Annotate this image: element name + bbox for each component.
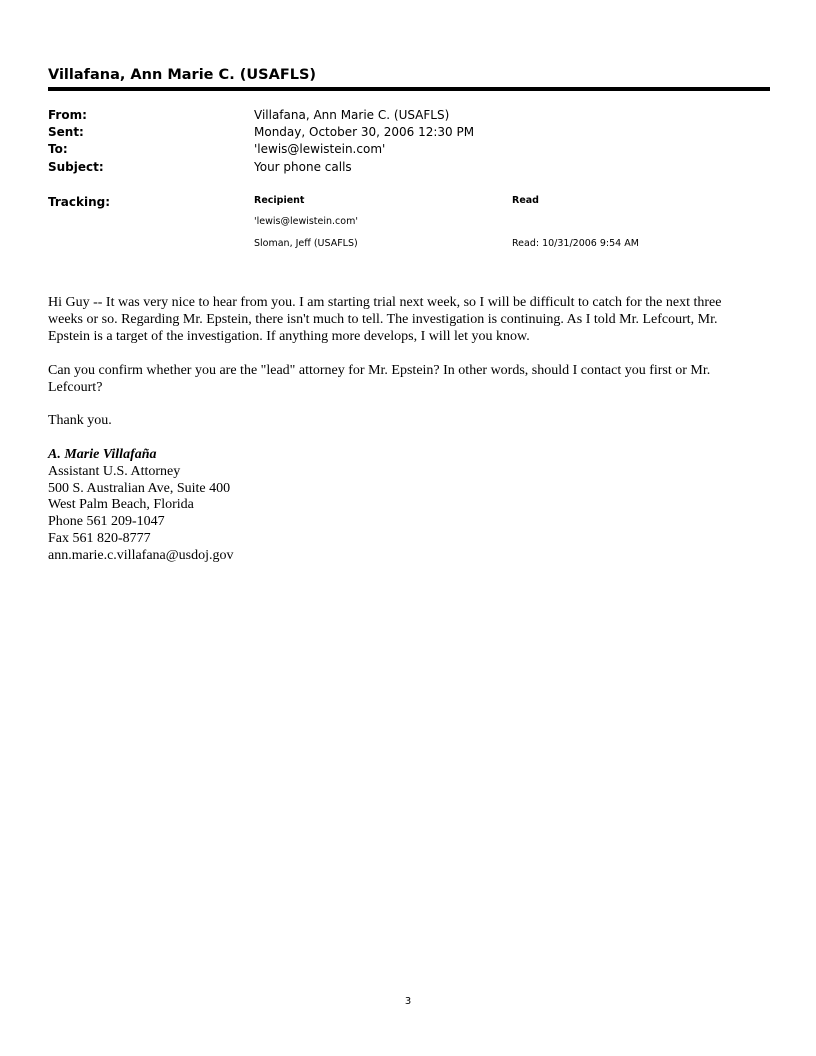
- header-divider: [48, 87, 770, 91]
- signature-fax: Fax 561 820-8777: [48, 531, 151, 546]
- body-paragraph-1-line-2: weeks or so. Regarding Mr. Epstein, there isn't much to tell. The investigation is continuing. As I told Mr. Lefcourt, Mr.: [48, 312, 718, 327]
- subject-value: Your phone calls: [254, 160, 352, 174]
- tracking-recipient: Sloman, Jeff (USAFLS): [254, 238, 358, 249]
- body-paragraph-2-line-1: Can you confirm whether you are the "lead" attorney for Mr. Epstein? In other words, should I contact you first or Mr.: [48, 363, 711, 378]
- tracking-label: Tracking:: [48, 195, 111, 209]
- mailbox-owner-title: Villafana, Ann Marie C. (USAFLS): [48, 67, 317, 83]
- tracking-read-status: Read: 10/31/2006 9:54 AM: [512, 238, 639, 249]
- page-number: 3: [404, 996, 412, 1007]
- signature-name: A. Marie Villafaña: [48, 447, 157, 462]
- signature-phone: Phone 561 209-1047: [48, 514, 165, 529]
- body-paragraph-2-line-2: Lefcourt?: [48, 380, 103, 395]
- from-label: From:: [48, 108, 87, 122]
- from-value: Villafana, Ann Marie C. (USAFLS): [254, 108, 450, 122]
- body-paragraph-1-line-3: Epstein is a target of the investigation. If anything more develops, I will let you know.: [48, 329, 530, 344]
- sent-value: Monday, October 30, 2006 12:30 PM: [254, 125, 475, 139]
- signature-title: Assistant U.S. Attorney: [48, 464, 181, 479]
- tracking-column-recipient: Recipient: [254, 195, 305, 206]
- tracking-column-read: Read: [512, 195, 539, 206]
- to-label: To:: [48, 142, 68, 156]
- signature-address-line-2: West Palm Beach, Florida: [48, 497, 194, 512]
- body-closing: Thank you.: [48, 413, 112, 428]
- subject-label: Subject:: [48, 160, 104, 174]
- sent-label: Sent:: [48, 125, 84, 139]
- to-value: 'lewis@lewistein.com': [254, 142, 386, 156]
- signature-address-line-1: 500 S. Australian Ave, Suite 400: [48, 481, 231, 496]
- body-paragraph-1-line-1: Hi Guy -- It was very nice to hear from you. I am starting trial next week, so I will be difficult to catch for the next three: [48, 295, 722, 310]
- tracking-recipient: 'lewis@lewistein.com': [254, 216, 358, 227]
- signature-email: ann.marie.c.villafana@usdoj.gov: [48, 548, 234, 563]
